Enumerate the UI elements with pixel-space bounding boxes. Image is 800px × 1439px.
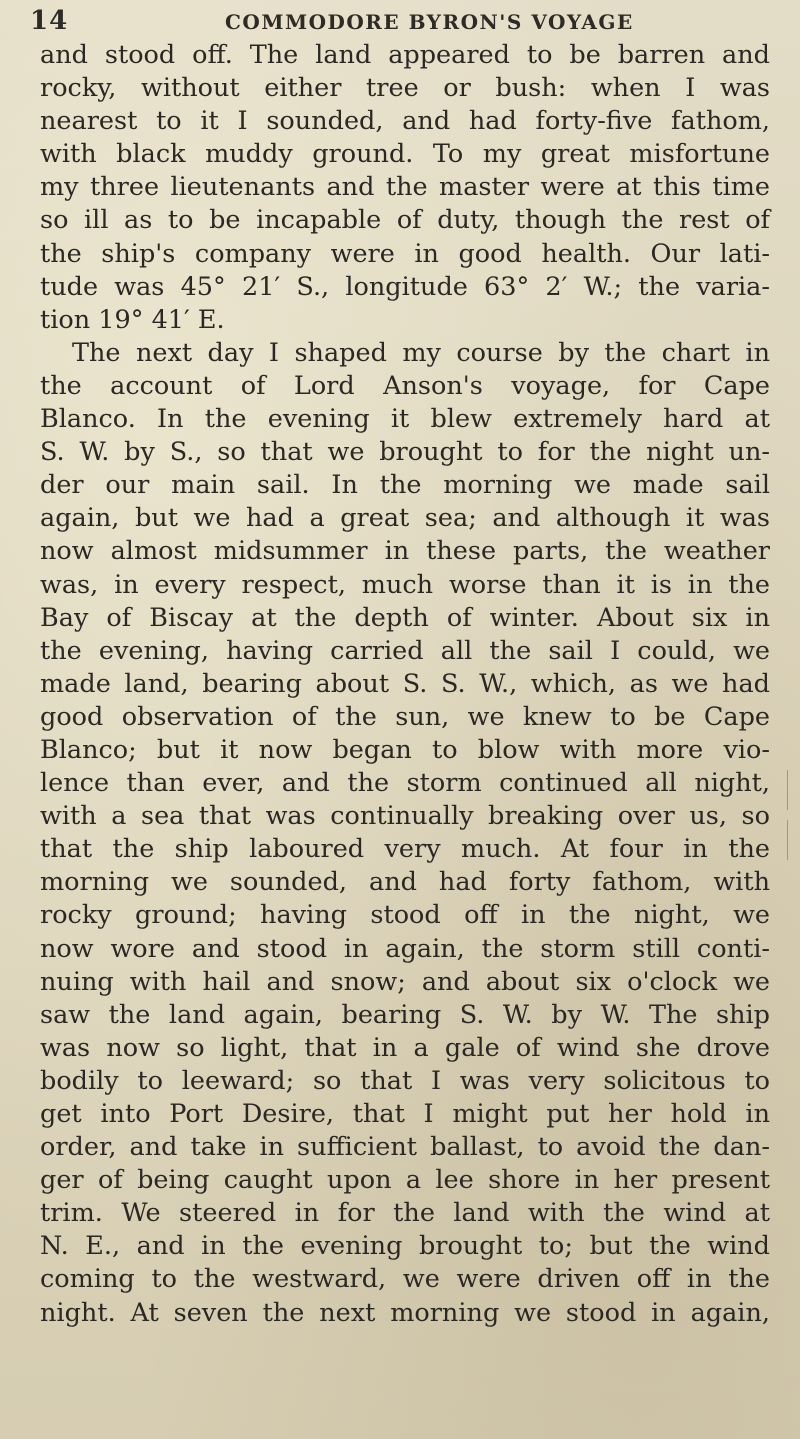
text-line: with a sea that was continually breaking over us, so: [40, 801, 770, 832]
text-line: N. E., and in the evening brought to; but the wind: [40, 1231, 770, 1262]
text-line: get into Port Desire, that I might put her hold in: [40, 1099, 770, 1129]
text-line: Blanco. In the evening it blew extremely hard at: [40, 404, 770, 435]
text-line: Bay of Biscay at the depth of winter. About six in: [40, 602, 770, 633]
text-line: coming to the westward, we were driven off in the: [40, 1264, 770, 1295]
text-line: and stood off. The land appeared to be barren and: [40, 40, 770, 70]
page-number: 14: [30, 6, 69, 36]
text-line: my three lieutenants and the master were at this time: [40, 172, 770, 203]
text-line: night. At seven the next morning we stood in again,: [40, 1297, 770, 1328]
text-line: was, in every respect, much worse than it is in the: [40, 569, 770, 600]
body-text: [40, 39, 770, 1330]
text-line: the evening, having carried all the sail I could, we: [40, 635, 770, 666]
text-line: der our main sail. In the morning we made sail: [40, 470, 770, 501]
text-line: nuing with hail and snow; and about six o'clock we: [40, 966, 770, 997]
text-line: trim. We steered in for the land with the wind at: [40, 1198, 770, 1229]
page-edge-mark: [787, 770, 788, 810]
text-line: rocky ground; having stood off in the night, we: [40, 900, 770, 931]
text-line: now wore and stood in again, the storm still conti-: [40, 933, 770, 964]
text-line: tude was 45° 21′ S., longitude 63° 2′ W.; the varia-: [40, 271, 770, 302]
text-line: S. W. by S., so that we brought to for the night un-: [40, 437, 770, 468]
text-line: order, and take in sufficient ballast, to avoid the dan-: [40, 1132, 770, 1163]
page-edge-mark: [787, 820, 788, 860]
page-header: [30, 2, 770, 38]
text-line: ger of being caught upon a lee shore in her present: [40, 1165, 770, 1196]
text-line: good observation of the sun, we knew to be Cape: [40, 701, 770, 732]
text-line: Blanco; but it now began to blow with more vio-: [40, 734, 770, 765]
text-line: nearest to it I sounded, and had forty-five fathom,: [40, 106, 770, 137]
text-line: with black muddy ground. To my great misfortune: [40, 139, 770, 170]
text-line: saw the land again, bearing S. W. by W. The ship: [40, 999, 770, 1030]
text-line: made land, bearing about S. S. W., which, as we had: [40, 668, 770, 699]
text-line: so ill as to be incapable of duty, though the rest of: [40, 205, 770, 236]
text-line: the ship's company were in good health. Our lati-: [40, 238, 770, 269]
text-line: morning we sounded, and had forty fathom, with: [40, 867, 770, 898]
text-line: was now so light, that in a gale of wind she drove: [40, 1032, 770, 1063]
running-head: COMMODORE BYRON'S VOYAGE: [225, 10, 634, 34]
text-line: that the ship laboured very much. At four in the: [40, 834, 770, 865]
text-line: lence than ever, and the storm continued all night,: [40, 768, 770, 799]
paragraph-start-line: The next day I shaped my course by the chart in: [72, 337, 770, 368]
text-line: bodily to leeward; so that I was very solicitous to: [40, 1065, 770, 1096]
text-line: now almost midsummer in these parts, the weather: [40, 536, 770, 567]
text-line: rocky, without either tree or bush: when I was: [40, 73, 770, 104]
text-line: the account of Lord Anson's voyage, for Cape: [40, 370, 770, 401]
text-line: again, but we had a great sea; and although it was: [40, 503, 770, 534]
text-line: tion 19° 41′ E.: [40, 304, 225, 335]
